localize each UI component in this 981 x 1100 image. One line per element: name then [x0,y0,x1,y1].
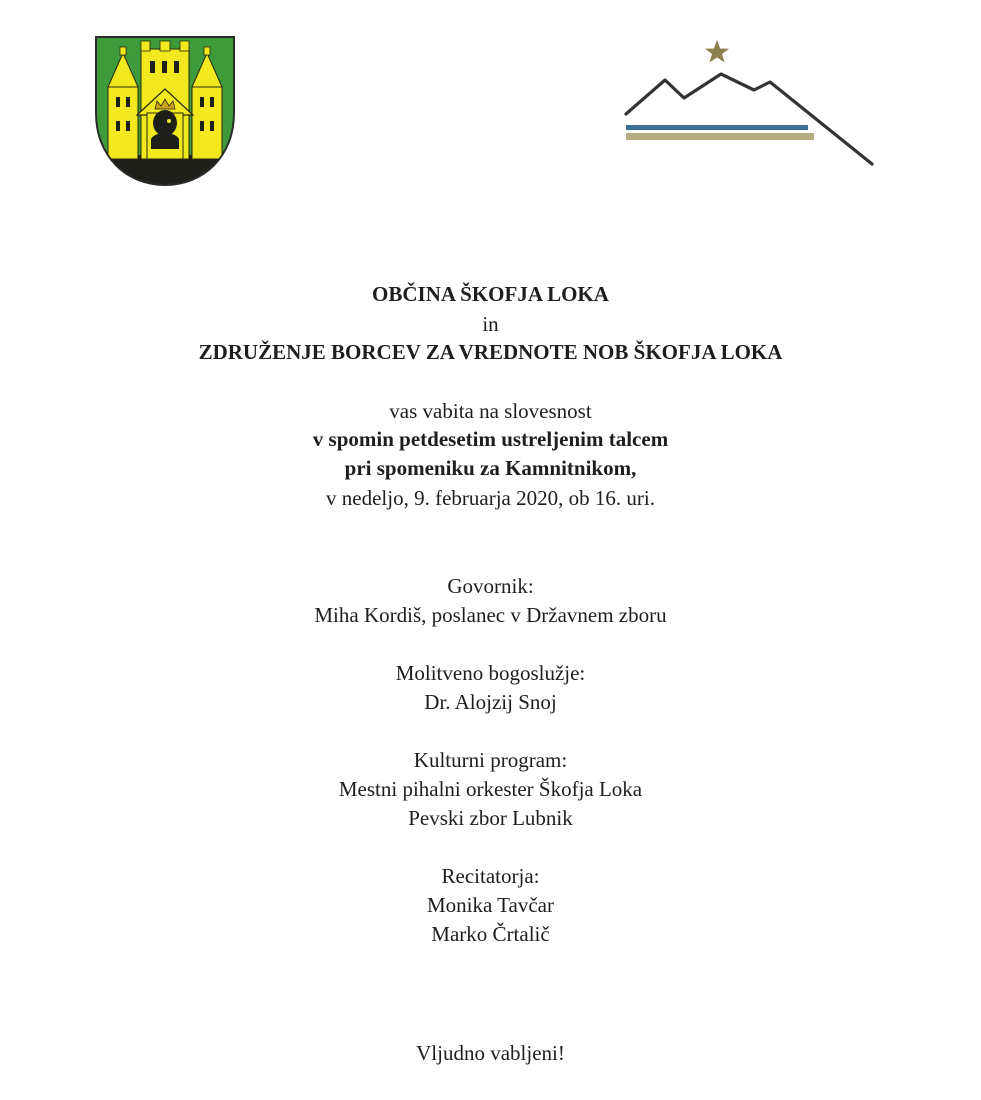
culture-performer-2: Pevski zbor Lubnik [408,806,573,830]
invitation-intro: vas vabita na slovesnost [389,399,592,423]
star-icon [705,40,729,63]
invitation-purpose-line1: v spomin petdesetim ustreljenim talcem [312,427,669,451]
organizer-municipality: OBČINA ŠKOFJA LOKA [372,282,609,306]
mountain-logo-icon [622,36,874,170]
prayer-label: Molitveno bogoslužje: [395,661,586,685]
reciters-label: Recitatorja: [441,864,540,888]
organizer-conjunction: in [482,312,499,336]
organizer-association: ZDRUŽENJE BORCEV ZA VREDNOTE NOB ŠKOFJA LOKA [198,340,783,364]
reciter-1: Monika Tavčar [426,893,554,917]
culture-performer-1: Mestni pihalni orkester Škofja Loka [338,777,643,801]
coat-of-arms-icon [95,35,235,187]
prayer-name: Dr. Alojzij Snoj [424,690,557,714]
closing-greeting: Vljudno vabljeni! [416,1041,565,1065]
speaker-name: Miha Kordiš, poslanec v Državnem zboru [314,603,667,627]
speaker-label: Govornik: [447,574,534,598]
reciter-2: Marko Črtalič [431,922,550,946]
invitation-purpose-line2: pri spomeniku za Kamnitnikom, [344,456,637,480]
culture-label: Kulturni program: [413,748,568,772]
invitation-datetime: v nedeljo, 9. februarja 2020, ob 16. uri. [326,486,655,510]
